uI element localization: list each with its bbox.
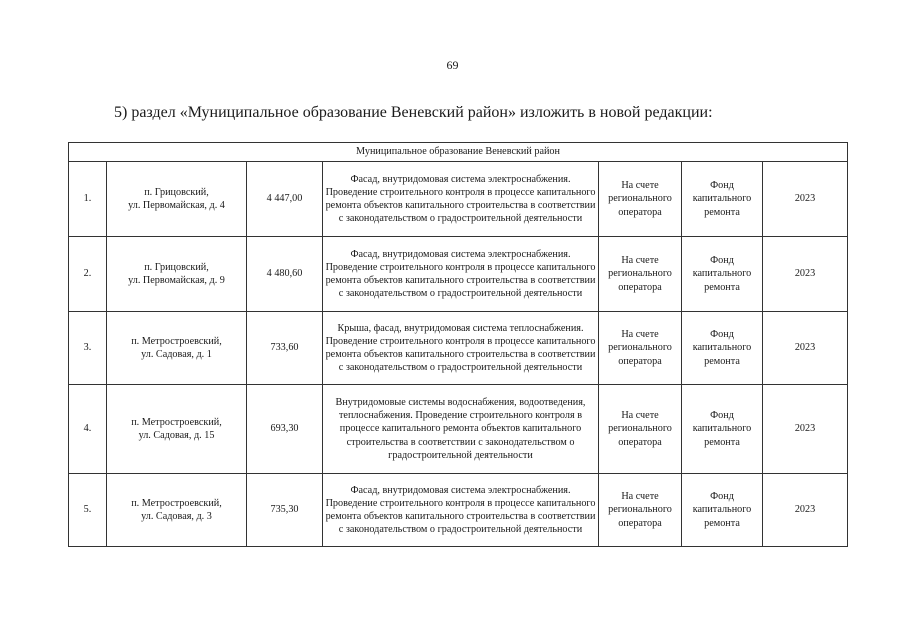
row-number: 3.	[69, 312, 107, 385]
table-row	[69, 162, 848, 237]
address-cell	[107, 385, 247, 474]
year-cell: 2023	[763, 162, 848, 237]
table-row	[69, 237, 848, 312]
address-line: ул. Садовая, д. 15	[138, 430, 215, 441]
address-line: п. Метростроевский,	[131, 335, 222, 347]
address-line: ул. Садовая, д. 1	[141, 349, 212, 360]
year-cell: 2023	[763, 312, 848, 385]
address-line: п. Метростроевский,	[131, 497, 222, 509]
table-title-row	[69, 143, 848, 162]
area-cell: 4 480,60	[247, 237, 323, 312]
address-line: ул. Садовая, д. 3	[141, 511, 212, 522]
fund-cell: Фонд капитального ремонта	[682, 312, 763, 385]
section-heading: 5) раздел «Муниципальное образование Веневский район» изложить в новой редакции:	[114, 104, 713, 121]
table-title: Муниципальное образование Веневский район	[69, 143, 848, 162]
table-row	[69, 474, 848, 547]
account-cell: На счете регионального оператора	[599, 474, 682, 547]
fund-cell: Фонд капитального ремонта	[682, 474, 763, 547]
area-cell: 735,30	[247, 474, 323, 547]
address-line: п. Метростроевский,	[131, 416, 222, 428]
account-cell: На счете регионального оператора	[599, 385, 682, 474]
works-table	[68, 142, 848, 547]
year-cell: 2023	[763, 237, 848, 312]
area-cell: 4 447,00	[247, 162, 323, 237]
address-line: ул. Первомайская, д. 4	[128, 200, 225, 211]
works-cell: Фасад, внутридомовая система электроснабжения. Проведение строительного контроля в процессе капитального ремонта объектов капитального строительства в соответствии с законодательством о градостроительной деятельности	[323, 237, 599, 312]
account-cell: На счете регионального оператора	[599, 237, 682, 312]
works-cell: Фасад, внутридомовая система электроснабжения. Проведение строительного контроля в процессе капитального ремонта объектов капитального строительства в соответствии с законодательством о градостроительной деятельности	[323, 474, 599, 547]
row-number: 1.	[69, 162, 107, 237]
row-number: 4.	[69, 385, 107, 474]
address-cell	[107, 162, 247, 237]
address-line: п. Грицовский,	[144, 186, 209, 198]
area-cell: 693,30	[247, 385, 323, 474]
area-cell: 733,60	[247, 312, 323, 385]
address-line: ул. Первомайская, д. 9	[128, 275, 225, 286]
address-cell	[107, 312, 247, 385]
row-number: 5.	[69, 474, 107, 547]
address-cell	[107, 237, 247, 312]
row-number: 2.	[69, 237, 107, 312]
account-cell: На счете регионального оператора	[599, 162, 682, 237]
year-cell: 2023	[763, 474, 848, 547]
fund-cell: Фонд капитального ремонта	[682, 162, 763, 237]
works-cell: Внутридомовые системы водоснабжения, водоотведения, теплоснабжения. Проведение строительного контроля в процессе капитального ремонта объектов капитального строительства в соответствии с законодательством о градостроительной деятельности	[323, 385, 599, 474]
address-cell	[107, 474, 247, 547]
page-number: 69	[446, 58, 459, 72]
account-cell: На счете регионального оператора	[599, 312, 682, 385]
fund-cell: Фонд капитального ремонта	[682, 237, 763, 312]
works-cell: Крыша, фасад, внутридомовая система теплоснабжения. Проведение строительного контроля в процессе капитального ремонта объектов капитального строительства в соответствии с законодательством о градостроительной деятельности	[323, 312, 599, 385]
works-cell: Фасад, внутридомовая система электроснабжения. Проведение строительного контроля в процессе капитального ремонта объектов капитального строительства в соответствии с законодательством о градостроительной деятельности	[323, 162, 599, 237]
address-line: п. Грицовский,	[144, 261, 209, 273]
fund-cell: Фонд капитального ремонта	[682, 385, 763, 474]
year-cell: 2023	[763, 385, 848, 474]
table-row	[69, 312, 848, 385]
table-row	[69, 385, 848, 474]
